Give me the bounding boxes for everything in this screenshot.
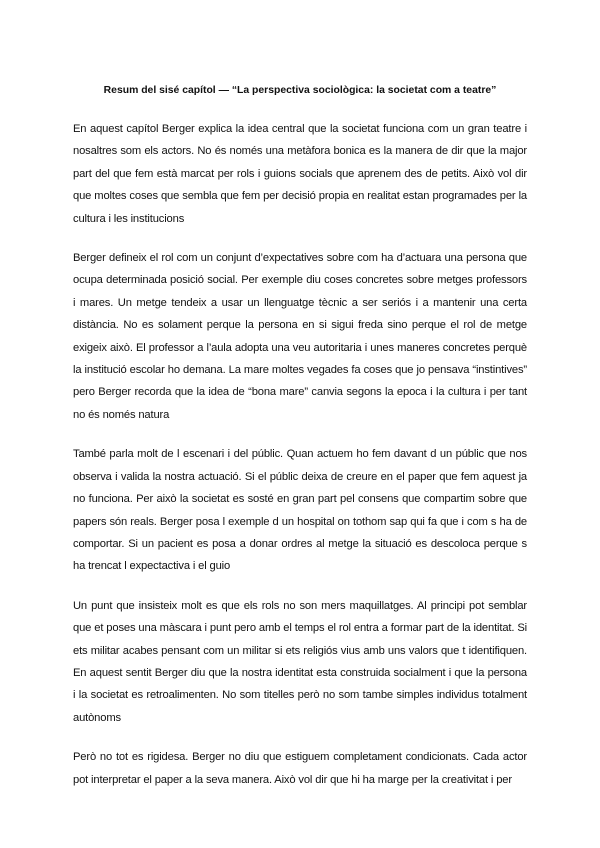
paragraph-2: Berger defineix el rol com un conjunt d’expectatives sobre com ha d’actuara una persona que ocupa determinada posició social. Per exemple diu coses concretes sobre metges professors i mares. Un metge tendeix a usar un llenguatge tècnic a ser seriós i a mantenir una certa distància. No es solament perque la persona en si sigui freda sino perque el rol de metge exigeix això. El professor a l’aula adopta una veu autoritaria i unes maneres concretes perquè la institució escolar ho demana. La mare moltes vegades fa coses que jo pensava “instintives” pero Berger recorda que la idea de “bona mare” canvia segons la epoca i la cultura i per tant no és només natura (73, 252, 527, 421)
paragraph-4: Un punt que insisteix molt es que els rols no son mers maquillatges. Al principi pot semblar que et poses una màscara i punt pero amb el temps el rol entra a formar part de la identitat. Si ets militar acabes pensant com un militar si ets religiós vius amb uns valors que t identifiquen. En aquest sentit Berger diu que la nostra identitat esta construida socialment i que la persona i la societat es retroalimenten. No som titelles però no som tambe simples individus totalment autònoms (73, 599, 527, 724)
paragraph-3: També parla molt de l escenari i del públic. Quan actuem ho fem davant d un públic que nos observa i valida la nostra actuació. Si el públic deixa de creure en el paper que fem aquest ja no funciona. Per això la societat es sosté en gran part pel consens que compartim sobre que papers són reals. Berger posa l exemple d un hospital on tothom sap qui fa que i com s ha de comportar. Si un pacient es posa a donar ordres al metge la situació es descoloca perque s ha trencat l expectactiva i el guio (73, 448, 527, 573)
document-title: Resum del sisé capítol — “La perspectiva sociològica: la societat com a teatre” (103, 85, 497, 96)
paragraph-1: En aquest capítol Berger explica la idea central que la societat funciona com un gran teatre i nosaltres som els actors. No és només una metàfora bonica es la manera de dir que la major part del que fem està marcat per rols i guions socials que aprenem des de petits. Això vol dir que moltes coses que sembla que fem per decisió propia en realitat estan programades per la cultura i les institucions (73, 123, 527, 225)
paragraph-5: Però no tot es rigidesa. Berger no diu que estiguem completament condicionats. Cada actor pot interpretar el paper a la seva manera. Això vol dir que hi ha marge per la creativitat i per (73, 751, 527, 786)
